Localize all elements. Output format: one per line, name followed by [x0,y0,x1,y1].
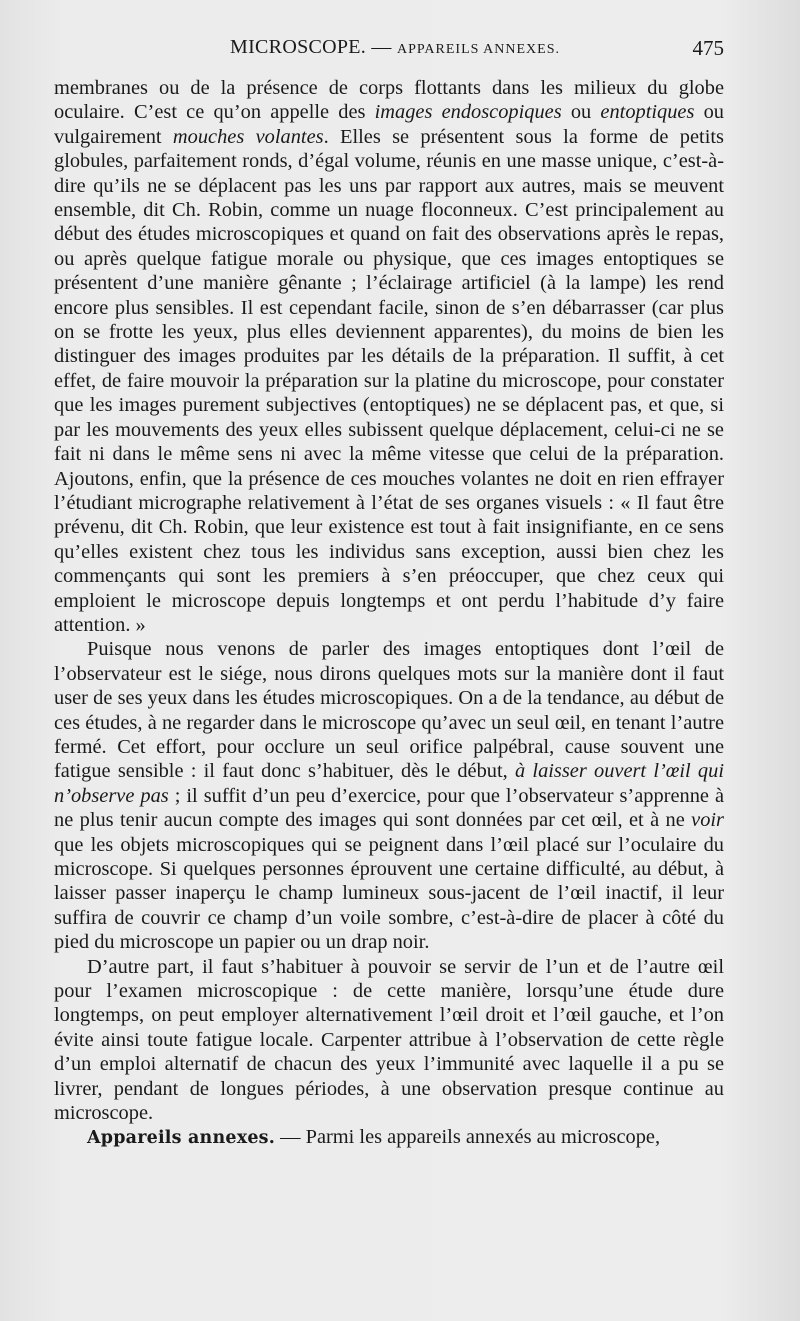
paragraph-3 [54,955,724,1126]
running-head [230,36,560,59]
page-body [54,76,724,1151]
text-run: — Parmi les appareils annexés au microscope, [275,1126,661,1149]
paragraph-2 [54,637,724,954]
text-run: membranes ou de la présence de corps flottants dans les milieux du globe oculaire. C’est ce qu’on appelle des [54,77,724,124]
running-head-separator: — [366,36,398,58]
page-number: 475 [692,36,724,60]
section-heading: Appareils annexes. [87,1128,276,1149]
page-header [54,36,724,76]
text-run: ; il suffit d’un peu d’exercice, pour que l’observateur s’apprenne à ne plus tenir aucun compte des images qui sont données par cet œil, et à ne [54,784,724,832]
italic-phrase: à laisser ouvert l’œil qui n’observe pas [54,760,724,807]
text-run: D’autre part, il faut s’habituer à pouvoir se servir de l’un et de l’autre œil pour l’examen microscopique : de cette manière, lorsqu’une étude dure longtemps, on peut employer alternativement l’œil droit et l’œil gauche, et l’on évite ainsi toute fatigue locale. Carpenter attribue à l’observation de cette règle d’un emploi alternatif de chacun des yeux l’immunité avec laquelle il a pu se livrer, pendant de longues périodes, à une observation presque continue au microscope. [54,955,724,1125]
italic-term: voir [691,809,724,832]
running-head-title: MICROSCOPE. [230,36,367,58]
text-run: ou vulgairement [54,101,724,148]
text-run: Puisque nous venons de parler des images entoptiques dont l’œil de l’observateur est le siége, nous dirons quelques mots sur la manière dont il faut user de ses yeux dans les études microscopiques. On a de la tendance, au début de ces études, à ne regarder dans le microscope qu’avec un seul œil, en tenant l’autre fermé. Cet effort, pour occlure un seul orifice palpébral, cause souvent une fatigue sensible : il faut donc s’habituer, dès le début, [54,638,724,783]
text-run: ou [561,101,601,124]
italic-term: mouches volantes [172,125,324,148]
paragraph-1 [54,76,724,637]
running-head-subtitle: APPAREILS ANNEXES. [397,42,560,57]
italic-term: images endoscopiques [374,101,562,124]
italic-term: entoptiques [600,101,695,124]
paragraph-4 [54,1125,724,1150]
text-run: . Elles se présentent sous la forme de petits globules, parfaitement ronds, d’égal volume, réunis en une masse unique, c’est-à-dire qu’ils ne se déplacent pas les uns par rapport aux autres, mais se meuvent ensemble, dit Ch. Robin, comme un nuage floconneux. C’est principalement au début des études microscopiques et quand on fait des observations après le repas, ou après quelque fatigue morale ou physique, que ces images entoptiques se présentent d’une manière gênante ; l’éclairage artificiel (à la lampe) les rend encore plus sensibles. Il est cependant facile, sinon de s’en débarrasser (car plus on se frotte les yeux, plus elles deviennent apparentes), du moins de bien les distinguer des images produites par les détails de la préparation. Il suffit, à cet effet, de faire mouvoir la préparation sur la platine du microscope, pour constater que les images purement subjectives (entoptiques) ne se déplacent pas, et que, si par les mouvements des yeux elles subissent quelque déplacement, celui-ci ne se fait ni dans le même sens ni avec la même vitesse que celui de la préparation. Ajoutons, enfin, que la présence de ces mouches volantes ne doit en rien effrayer l’étudiant micrographe relativement à l’état de ses organes visuels : « Il faut être prévenu, dit Ch. Robin, que leur existence est tout à fait insignifiante, en ce sens qu’elles existent chez tous les individus sans exception, aussi bien chez les commençants qui sont les premiers à s’en préoccuper, que chez ceux qui emploient le microscope depuis longtemps et ont perdu l’habitude d’y faire attention. » [54,125,724,636]
text-run: que les objets microscopiques qui se peignent dans l’œil placé sur l’oculaire du microscope. Si quelques personnes éprouvent une certaine difficulté, au début, à laisser passer inaperçu le champ lumineux sous-jacent de l’œil inactif, il leur suffira de couvrir ce champ d’un voile sombre, c’est-à-dire de placer à côté du pied du microscope un papier ou un drap noir. [54,833,724,954]
